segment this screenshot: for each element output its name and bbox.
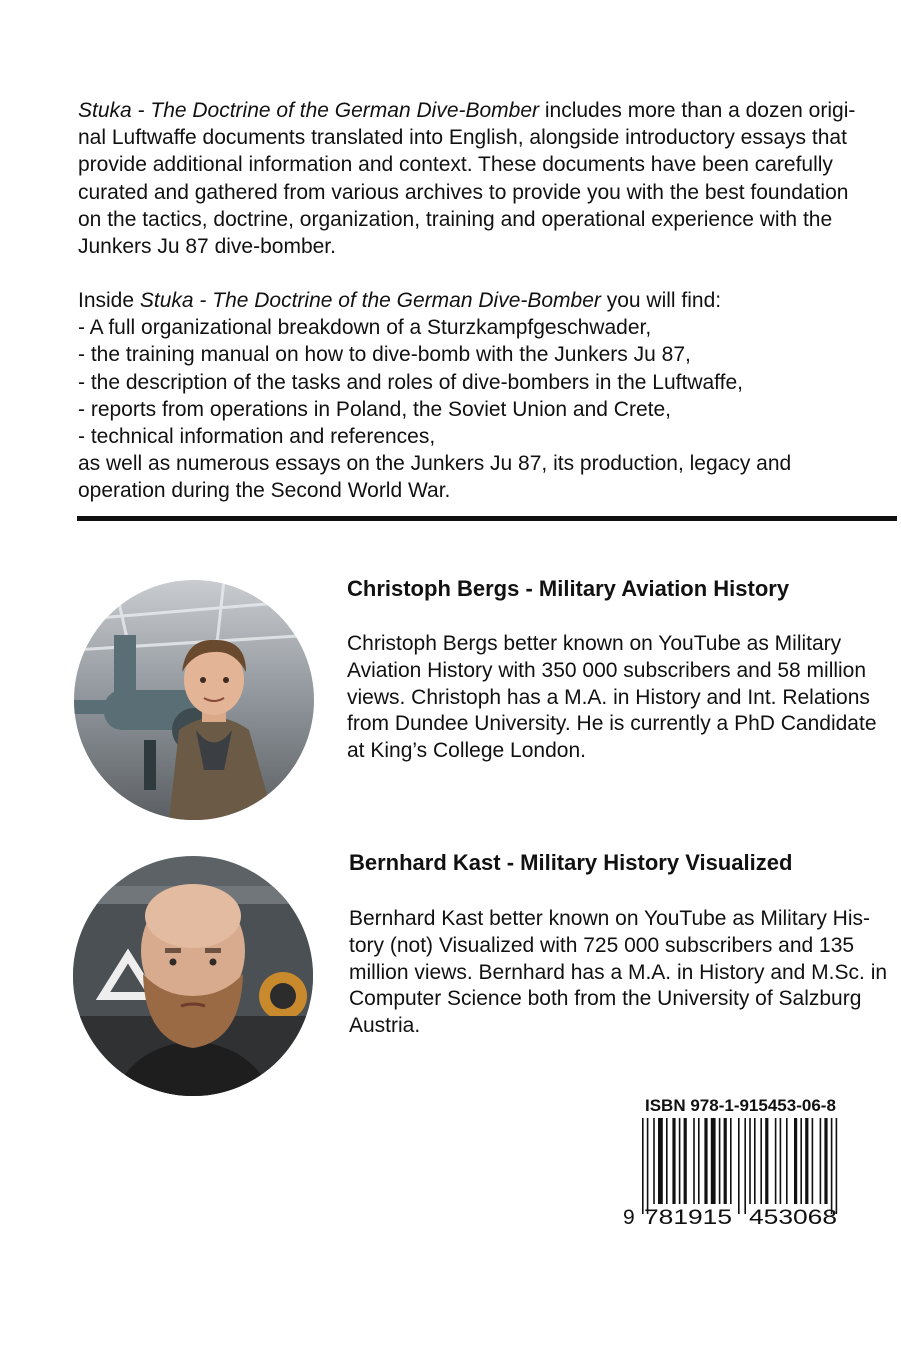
barcode-bar bbox=[800, 1118, 802, 1204]
barcode-digit-lead: 9 bbox=[623, 1206, 635, 1226]
bio-line: at King’s College London. bbox=[347, 739, 586, 763]
inside-line bbox=[78, 477, 896, 504]
inside-line bbox=[78, 450, 896, 477]
text-segment: includes more than a dozen origi- bbox=[539, 99, 856, 122]
text-segment: - reports from operations in Poland, the Soviet Union and Crete, bbox=[78, 397, 671, 421]
barcode-bar bbox=[679, 1118, 681, 1204]
barcode-bar bbox=[760, 1118, 762, 1204]
text-segment: you will find: bbox=[600, 289, 722, 312]
barcode-bar bbox=[754, 1118, 756, 1204]
barcode-bars bbox=[642, 1118, 837, 1214]
barcode-bar bbox=[749, 1118, 751, 1204]
bio-line: Aviation History with 350 000 subscribers and 58 million bbox=[347, 658, 867, 682]
text-segment: - A full organizational breakdown of a Sturzkampfgeschwader, bbox=[78, 316, 652, 340]
author-bio-christoph bbox=[347, 631, 877, 765]
text-segment: - the description of the tasks and roles of dive-bombers in the Luftwaffe, bbox=[78, 370, 743, 394]
isbn-label: ISBN 978-1-915453-06-8 bbox=[645, 1096, 836, 1115]
author-name-bernhard: Bernhard Kast - Military History Visualized bbox=[349, 850, 793, 875]
barcode-digits-right: 453068 bbox=[749, 1206, 837, 1226]
inside-line bbox=[78, 369, 896, 396]
inside-line bbox=[78, 423, 896, 450]
text-segment: - technical information and references, bbox=[78, 425, 436, 449]
section-divider bbox=[77, 516, 897, 521]
barcode-bar bbox=[744, 1118, 746, 1214]
barcode-bar bbox=[836, 1118, 838, 1214]
intro-paragraph bbox=[78, 97, 896, 260]
barcode-bar bbox=[765, 1118, 768, 1204]
text-segment: on the tactics, doctrine, organization, training and operational experience with the bbox=[78, 207, 833, 231]
inside-line bbox=[78, 287, 896, 314]
text-segment: nal Luftwaffe documents translated into English, alongside introductory essays that bbox=[78, 126, 847, 150]
barcode-bar bbox=[820, 1118, 822, 1204]
barcode-bar bbox=[704, 1118, 707, 1204]
bio-line: Christoph Bergs better known on YouTube as Military bbox=[347, 632, 842, 655]
book-title-text: Stuka - The Doctrine of the German Dive-Bomber bbox=[139, 289, 601, 312]
intro-line bbox=[78, 97, 896, 124]
intro-line bbox=[78, 151, 896, 178]
barcode-bar bbox=[672, 1118, 675, 1204]
contents-list-paragraph bbox=[78, 287, 896, 505]
barcode-bar bbox=[658, 1118, 663, 1204]
bio-line: Austria. bbox=[349, 1014, 421, 1038]
barcode-bar bbox=[805, 1118, 808, 1204]
text-segment: operation during the Second World War. bbox=[78, 479, 451, 503]
barcode-bar bbox=[786, 1118, 788, 1204]
author-photo-christoph-image bbox=[74, 580, 314, 820]
bio-line: from Dundee University. He is currently a PhD Candidate bbox=[347, 712, 877, 736]
bio-line: million views. Bernhard has a M.A. in History and M.Sc. in bbox=[349, 960, 888, 984]
barcode-bar bbox=[780, 1118, 782, 1204]
barcode-bar bbox=[666, 1118, 668, 1204]
barcode-bar bbox=[831, 1118, 833, 1214]
inside-line bbox=[78, 396, 896, 423]
author-bio-bernhard bbox=[349, 906, 887, 1040]
bio-line: views. Christoph has a M.A. in History and Int. Relations bbox=[347, 685, 870, 709]
text-segment: Inside bbox=[78, 289, 140, 312]
author-photo-christoph bbox=[74, 580, 314, 820]
barcode-bar bbox=[724, 1118, 727, 1204]
inside-line bbox=[78, 314, 896, 341]
text-segment: curated and gathered from various archives to provide you with the best foundation bbox=[78, 180, 849, 204]
inside-line bbox=[78, 341, 896, 368]
barcode-bar bbox=[711, 1118, 716, 1204]
text-segment: provide additional information and context. These documents have been carefully bbox=[78, 153, 833, 177]
book-title-text: Stuka - The Doctrine of the German Dive-Bomber bbox=[78, 99, 540, 122]
barcode-bar bbox=[653, 1118, 655, 1204]
barcode-digits-left: 781915 bbox=[644, 1206, 732, 1226]
text-segment: as well as numerous essays on the Junkers Ju 87, its production, legacy and bbox=[78, 452, 792, 476]
barcode-bar bbox=[824, 1118, 827, 1204]
bio-line: Computer Science both from the University of Salzburg bbox=[349, 987, 862, 1011]
barcode-bar bbox=[698, 1118, 700, 1204]
barcode-bar bbox=[693, 1118, 695, 1204]
barcode-bar bbox=[684, 1118, 687, 1204]
bio-line: tory (not) Visualized with 725 000 subscribers and 135 bbox=[349, 933, 855, 957]
barcode-bar bbox=[719, 1118, 721, 1204]
intro-line bbox=[78, 233, 896, 260]
barcode-bar bbox=[738, 1118, 740, 1214]
author-photo-bernhard bbox=[73, 856, 313, 1096]
text-segment: Junkers Ju 87 dive-bomber. bbox=[78, 235, 336, 259]
barcode-bar bbox=[812, 1118, 814, 1204]
isbn-barcode bbox=[622, 1116, 854, 1226]
intro-line bbox=[78, 124, 896, 151]
bio-line: Bernhard Kast better known on YouTube as Military His- bbox=[349, 907, 870, 930]
intro-line bbox=[78, 179, 896, 206]
barcode-bar bbox=[794, 1118, 797, 1204]
barcode-bar bbox=[730, 1118, 732, 1204]
barcode-bar bbox=[642, 1118, 644, 1214]
intro-line bbox=[78, 206, 896, 233]
author-photo-bernhard-image bbox=[73, 856, 313, 1096]
barcode-bar bbox=[647, 1118, 649, 1214]
text-segment: - the training manual on how to dive-bomb with the Junkers Ju 87, bbox=[78, 343, 691, 367]
author-name-christoph: Christoph Bergs - Military Aviation History bbox=[347, 576, 790, 601]
barcode-bar bbox=[775, 1118, 777, 1204]
